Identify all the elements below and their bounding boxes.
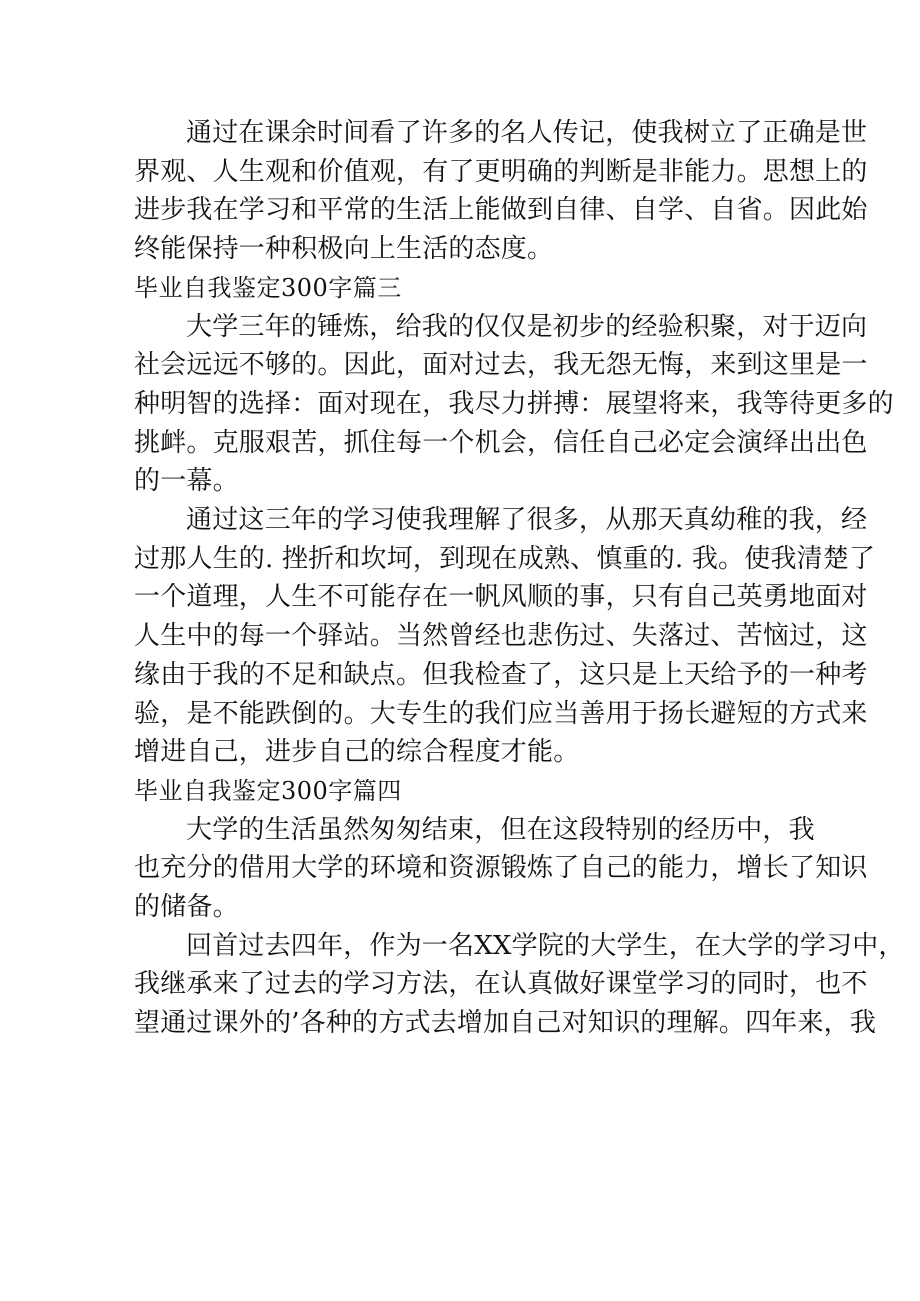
text-line: 大学的生活虽然匆匆结束，但在这段特别的经历中，我 xyxy=(186,814,815,845)
text-line: 增进自己，进步自己的综合程度才能。 xyxy=(134,737,580,768)
text-line: 社会远远不够的。因此，面对过去，我无怨无悔，来到这里是一 xyxy=(134,350,868,381)
paragraph-4 xyxy=(134,811,868,927)
text-line: 缘由于我的不足和缺点。但我检查了，这只是上天给予的一种考 xyxy=(134,659,868,690)
section-heading-4: 毕业自我鉴定300字篇四 xyxy=(134,776,402,805)
text-line: 终能保持一种积极向上生活的态度。 xyxy=(134,234,554,265)
text-line: 人生中的每一个驿站。当然曾经也悲伤过、失落过、苦恼过，这 xyxy=(134,621,868,652)
paragraph-5 xyxy=(134,927,905,1043)
text-line: 进步我在学习和平常的生活上能做到自律、自学、自省。因此始 xyxy=(134,195,868,226)
paragraph-1 xyxy=(134,114,868,269)
text-line: 的一幕。 xyxy=(134,466,239,497)
text-line: 界观、人生观和价值观，有了更明确的判断是非能力。思想上的 xyxy=(134,156,868,187)
section-heading-3: 毕业自我鉴定300字篇三 xyxy=(134,273,402,302)
text-line: 挑衅。克服艰苦，抓住每一个机会，信任自己必定会演绎出出色 xyxy=(134,427,868,458)
document-page xyxy=(134,114,905,1043)
text-line: 的储备。 xyxy=(134,892,239,923)
text-line: 我继承来了过去的学习方法，在认真做好课堂学习的同时，也不 xyxy=(134,969,868,1000)
text-line: 回首过去四年，作为一名XX学院的大学生，在大学的学习中， xyxy=(186,930,905,961)
text-line: 通过这三年的学习使我理解了很多，从那天真幼稚的我，经 xyxy=(186,505,868,536)
text-line: 一个道理，人生不可能存在一帆风顺的事，只有自己英勇地面对 xyxy=(134,582,868,613)
paragraph-3 xyxy=(134,501,876,772)
text-line: 也充分的借用大学的环境和资源锻炼了自己的能力，增长了知识 xyxy=(134,853,868,884)
text-line: 大学三年的锤炼，给我的仅仅是初步的经验积聚，对于迈向 xyxy=(186,311,868,342)
text-line: 通过在课余时间看了许多的名人传记，使我树立了正确是世 xyxy=(186,118,868,148)
text-line: 种明智的选择：面对现在，我尽力拼搏：展望将来，我等待更多的 xyxy=(134,388,894,419)
text-line: 过那人生的. 挫折和坎坷，到现在成熟、慎重的. 我。使我清楚了 xyxy=(134,543,876,574)
text-line: 验，是不能跌倒的。大专生的我们应当善用于扬长避短的方式来 xyxy=(134,698,868,729)
text-line: 望通过课外的’各种的方式去增加自己对知识的理解。四年来，我 xyxy=(134,1008,877,1039)
paragraph-2 xyxy=(134,308,894,502)
